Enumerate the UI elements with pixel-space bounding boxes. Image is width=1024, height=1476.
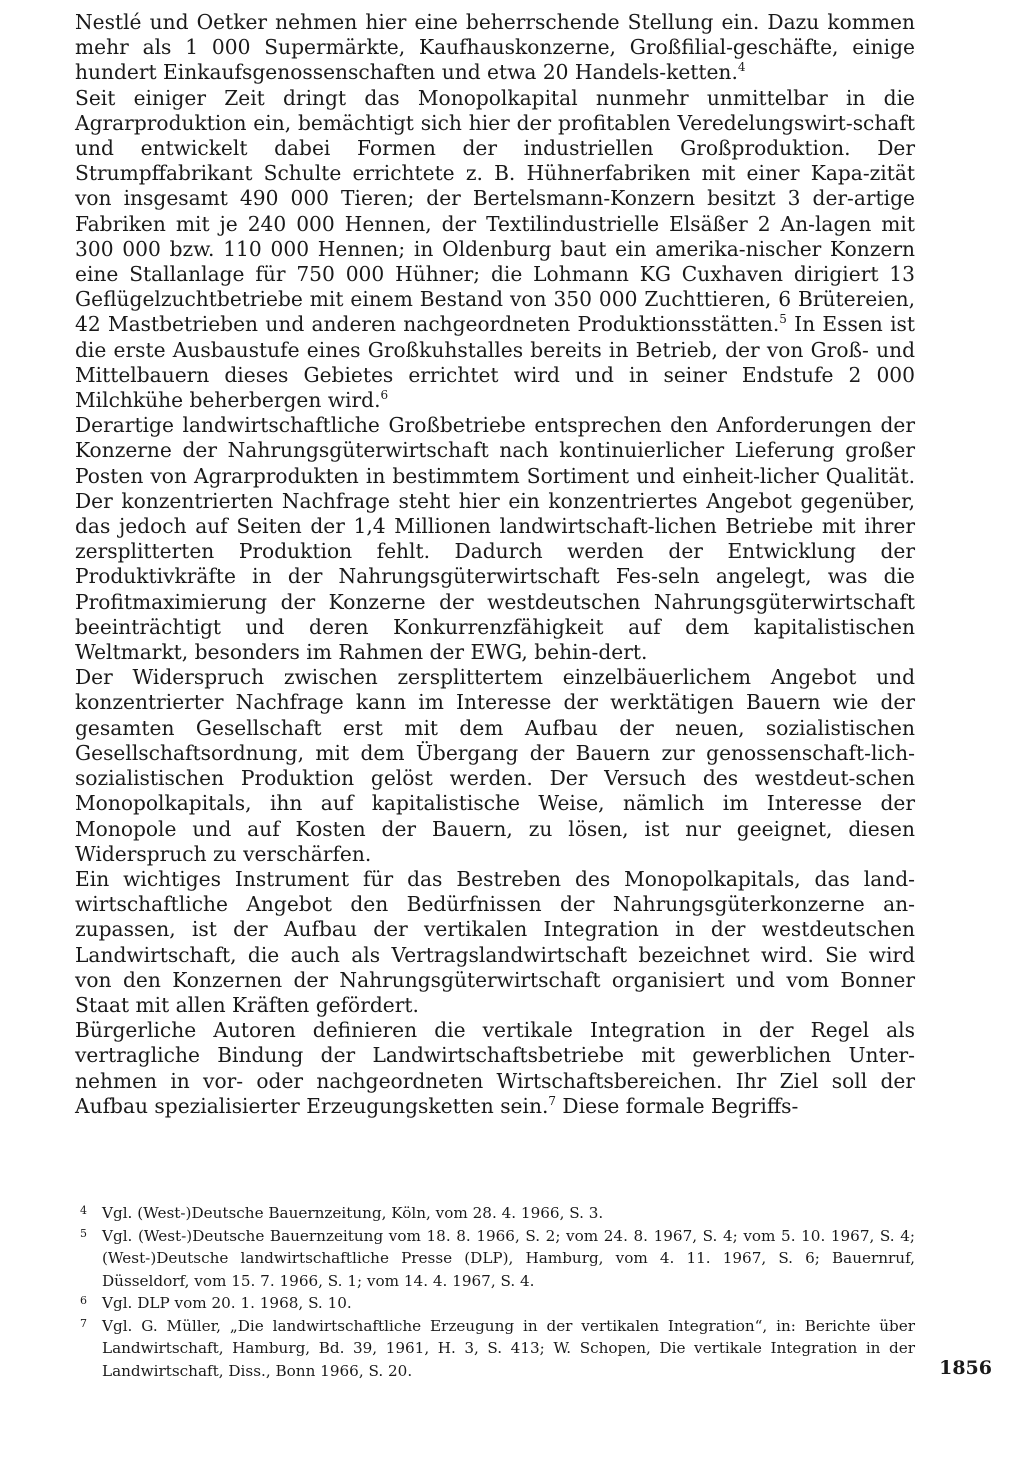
footnote-text: Vgl. (West-)Deutsche Bauernzeitung vom 18. 8. 1966, S. 2; vom 24. 8. 1967, S. 4; vom 5. 10. 1967, S. 4; (West-)Deutsche landwirtschaftliche Presse (DLP), Hamburg, vom 4. 11. 1967, S. 6; Bauernruf, Düsseldorf, vom 15. 7. 1966, S. 1; vom 14. 4. 1967, S. 4.	[102, 1226, 915, 1290]
paragraph	[75, 1018, 915, 1119]
footnotes	[80, 1202, 915, 1382]
footnote-reference: 5	[779, 312, 787, 327]
paragraph-text: Der Widerspruch zwischen zersplittertem einzelbäuerlichem Angebot und konzentrierter Nachfrage kann im Interesse der werktätigen Bauern wie der gesamten Gesellschaft erst mit dem Aufbau der neuen, sozialistischen Gesellschaftsordnung, mit dem Übergang der Bauern zur genossenschaft-lich-sozialistischen Produktion gelöst werden. Der Versuch des westdeut-schen Monopolkapitals, ihn auf kapitalistische Weise, nämlich im Interesse der Monopole und auf Kosten der Bauern, zu lösen, ist nur geeignet, diesen Widerspruch zu verschärfen.	[75, 665, 915, 866]
footnote-number: 4	[80, 1204, 87, 1217]
paragraph-text: Diese formale Begriffs-	[556, 1093, 799, 1118]
paragraph	[75, 10, 915, 86]
footnote-reference: 6	[380, 388, 389, 403]
footnote-number: 6	[80, 1294, 87, 1307]
paragraph-text: Bürgerliche Autoren definieren die vertikale Integration in der Regel als vertragliche Bindung der Landwirtschaftsbetriebe mit gewerblichen Unter-nehmen in vor- oder nachgeordneten Wirtschaftsbereichen. Ihr Ziel soll der Aufbau spezialisierter Erzeugungsketten sein.	[75, 1018, 915, 1118]
footnote-text: Vgl. DLP vom 20. 1. 1968, S. 10.	[102, 1294, 352, 1312]
footnote	[80, 1202, 915, 1225]
footnote	[80, 1292, 915, 1315]
paragraph	[75, 665, 915, 867]
paragraph-text: In Essen ist die erste Ausbaustufe eines Großkuhstalles bereits in Betrieb, der von Groß- und Mittelbauern dieses Gebietes errichtet wird und in seiner Endstufe 2 000 Milchkühe beherbergen wird.	[75, 312, 916, 413]
paragraph	[75, 86, 915, 414]
footnote-text: Vgl. (West-)Deutsche Bauernzeitung, Köln, vom 28. 4. 1966, S. 3.	[102, 1204, 604, 1222]
footnote-reference: 4	[737, 60, 746, 75]
main-text	[75, 10, 915, 1119]
paragraph-text: Ein wichtiges Instrument für das Bestreben des Monopolkapitals, das land-wirtschaftliche Angebot den Bedürfnissen der Nahrungsgüterkonzerne an-zupassen, ist der Aufbau der vertikalen Integration in der westdeutschen Landwirtschaft, die auch als Vertragslandwirtschaft bezeichnet wird. Sie wird von den Konzernen der Nahrungsgüterwirtschaft organisiert und vom Bonner Staat mit allen Kräften gefördert.	[75, 866, 915, 1017]
footnote-number: 7	[80, 1316, 87, 1330]
footnote-reference: 7	[548, 1093, 557, 1108]
paragraph-text: Seit einiger Zeit dringt das Monopolkapital nunmehr unmittelbar in die Agrarproduktion ein, bemächtigt sich hier der profitablen Veredelungswirt-schaft und entwickelt dabei Formen der industriellen Großproduktion. Der Strumpffabrikant Schulte errichtete z. B. Hühnerfabriken mit einer Kapa-zität von insgesamt 490 000 Tieren; der Bertelsmann-Konzern besitzt 3 der-artige Fabriken mit je 240 000 Hennen, der Textilindustrielle Elsäßer 2 An-lagen mit 300 000 bzw. 110 000 Hennen; in Oldenburg baut ein amerika-nischer Konzern eine Stallanlage für 750 000 Hühner; die Lohmann KG Cuxhaven dirigiert 13 Geflügelzuchtbetriebe mit einem Bestand von 350 000 Zuchttieren, 6 Brütereien, 42 Mastbetrieben und anderen nachgeordneten Produktionsstätten.	[75, 85, 915, 337]
footnote-number: 5	[80, 1226, 87, 1240]
footnote-text: Vgl. G. Müller, „Die landwirtschaftliche Erzeugung in der vertikalen Integration“, in: Berichte über Landwirtschaft, Hamburg, Bd. 39, 1961, H. 3, S. 413; W. Schopen, Die vertikale Integration in der Landwirtschaft, Diss., Bonn 1966, S. 20.	[102, 1316, 915, 1380]
paragraph-text: Nestlé und Oetker nehmen hier eine beherrschende Stellung ein. Dazu kommen mehr als 1 000 Supermärkte, Kaufhauskonzerne, Großfilial-geschäfte, einige hundert Einkaufsgenossenschaften und etwa 20 Handels-ketten.	[75, 10, 915, 85]
footnote	[80, 1315, 915, 1383]
paragraph	[75, 413, 915, 665]
paragraph-text: Derartige landwirtschaftliche Großbetriebe entsprechen den Anforderungen der Konzerne der Nahrungsgüterwirtschaft nach kontinuierlicher Lieferung großer Posten von Agrarprodukten in bestimmtem Sortiment und einheit-licher Qualität. Der konzentrierten Nachfrage steht hier ein konzentriertes Angebot gegenüber, das jedoch auf Seiten der 1,4 Millionen landwirtschaft-lichen Betriebe mit ihrer zersplitterten Produktion fehlt. Dadurch werden der Entwicklung der Produktivkräfte in der Nahrungsgüterwirtschaft Fes-seln angelegt, was die Profitmaximierung der Konzerne der westdeutschen Nahrungsgüterwirtschaft beeinträchtigt und deren Konkurrenzfähigkeit auf dem kapitalistischen Weltmarkt, besonders im Rahmen der EWG, behin-dert.	[75, 413, 915, 665]
page-number: 1856	[939, 1357, 992, 1379]
paragraph	[75, 867, 915, 1018]
footnote	[80, 1225, 915, 1293]
